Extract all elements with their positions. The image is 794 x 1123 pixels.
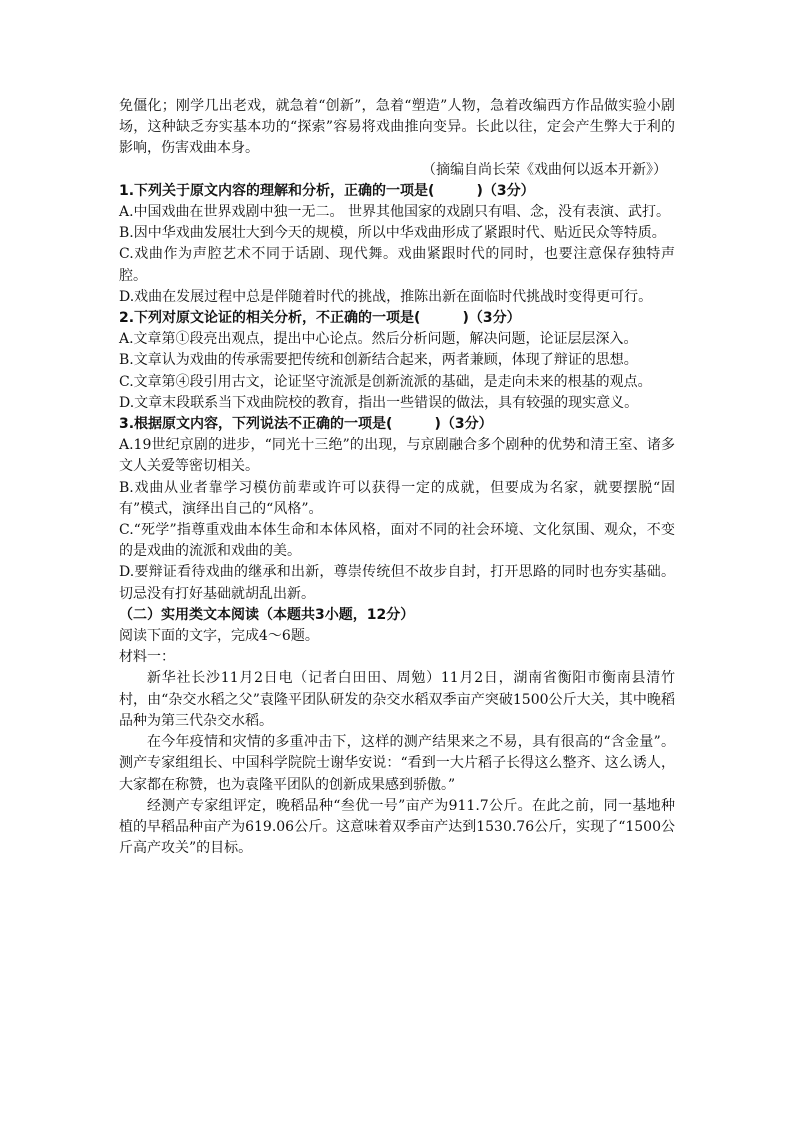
option-b: B.文章认为戏曲的传承需要把传统和创新结合起来，两者兼顾，体现了辩证的思想。 xyxy=(119,352,638,369)
option-a: A.中国戏曲在世界戏剧中独一无二。 世界其他国家的戏剧只有唱、念，没有表演、武打。 xyxy=(119,204,671,221)
option-d: D.要辩证看待戏曲的继承和出新，尊崇传统但不故步自封，打开思路的同时也夯实基础。切忌没有打好基础就胡乱出新。 xyxy=(119,564,675,602)
question-2 xyxy=(119,308,675,414)
option-c: C.文章第④段引用古文，论证坚守流派是创新流派的基础，是走向未来的根基的观点。 xyxy=(119,373,652,390)
material-paragraph: 新华社长沙11月2日电（记者白田田、周勉）11月2日，湖南省衡阳市衡南县清竹村，由“杂交水稻之父”袁隆平团队研发的杂交水稻双季亩产突破1500公斤大关，其中晚稻品种为第三代杂交水稻。 xyxy=(119,670,675,729)
material-paragraph: 在今年疫情和灾情的多重冲击下，这样的测产结果来之不易，具有很高的“含金量”。测产专家组组长、中国科学院院士谢华安说：“看到一大片稻子长得这么整齐、这么诱人，大家都在称赞，也为袁隆平团队的创新成果感到骄傲。” xyxy=(119,734,675,793)
option-b: B.戏曲从业者靠学习模仿前辈或许可以获得一定的成就，但要成为名家，就要摆脱“固有”模式，演绎出自己的“风格”。 xyxy=(119,479,675,517)
document-page xyxy=(119,96,675,859)
section-heading: （二）实用类文本阅读（本题共3小题，12分） xyxy=(119,606,415,623)
question-stem: 2.下列对原文论证的相关分析，不正确的一项是( )（3分） xyxy=(119,310,521,327)
option-c: C.戏曲作为声腔艺术不同于话剧、现代舞。戏曲紧跟时代的同时，也要注意保存独特声腔。 xyxy=(119,246,675,284)
material-label: 材料一： xyxy=(119,649,175,666)
question-1 xyxy=(119,181,675,308)
option-b: B.因中华戏曲发展壮大到今天的规模，所以中华戏曲形成了紧跟时代、贴近民众等特质。 xyxy=(119,225,666,242)
question-3 xyxy=(119,414,675,605)
section-instruction: 阅读下面的文字，完成4～6题。 xyxy=(119,628,319,645)
option-c: C.“死学”指尊重戏曲本体生命和本体风格，面对不同的社会环境、文化氛围、观众，不变的是戏曲的流派和戏曲的美。 xyxy=(119,522,675,560)
question-stem: 3.根据原文内容，下列说法不正确的一项是( )（3分） xyxy=(119,416,493,433)
intro-paragraph: 免僵化；刚学几出老戏，就急着“创新”，急着“塑造”人物，急着改编西方作品做实验小剧场，这种缺乏夯实基本功的“探索”容易将戏曲推向变异。长此以往，定会产生弊大于利的影响，伤害戏曲本身。 xyxy=(119,98,675,157)
option-d: D.戏曲在发展过程中总是伴随着时代的挑战，推陈出新在面临时代挑战时变得更可行。 xyxy=(119,288,653,305)
source-citation: （摘编自尚长荣《戏曲何以返本开新》） xyxy=(422,161,667,178)
option-d: D.文章末段联系当下戏曲院校的教育，指出一些错误的做法，具有较强的现实意义。 xyxy=(119,394,639,411)
option-a: A.文章第①段亮出观点，提出中心论点。然后分析问题，解决问题，论证层层深入。 xyxy=(119,331,638,348)
material-paragraph: 经测产专家组评定，晚稻品种“叁优一号”亩产为911.7公斤。在此之前，同一基地种植的早稻品种亩产为619.06公斤。这意味着双季亩产达到1530.76公斤，实现了“1500公斤高产攻关”的目标。 xyxy=(119,797,675,857)
question-stem: 1.下列关于原文内容的理解和分析，正确的一项是( )（3分） xyxy=(119,182,535,199)
option-a: A.19世纪京剧的进步，“同光十三绝”的出现，与京剧融合多个剧种的优势和清王室、诸多文人关爱等密切相关。 xyxy=(119,437,675,475)
